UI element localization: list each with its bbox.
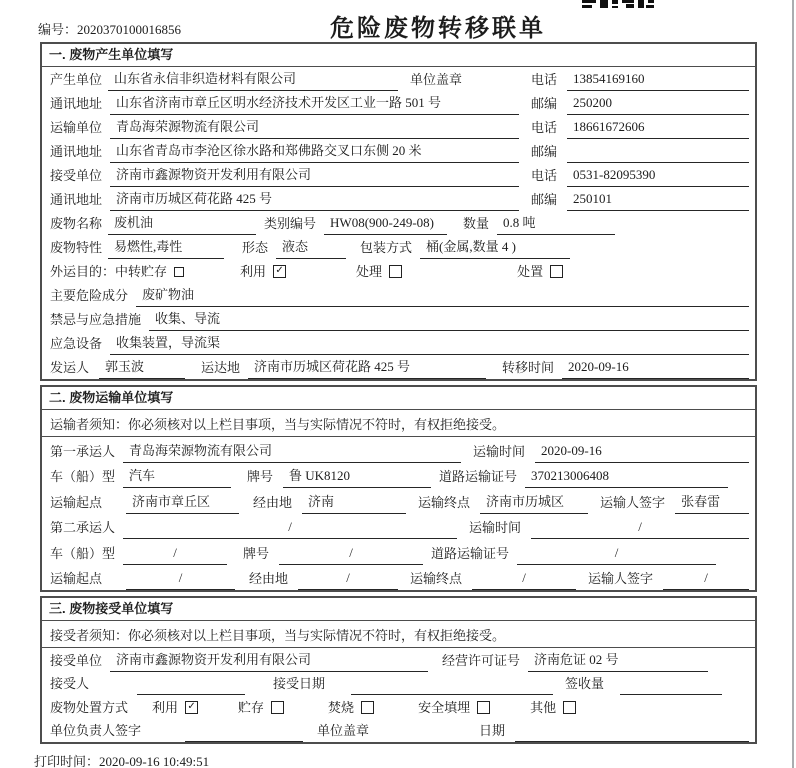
producer-address-value: 山东省济南市章丘区明水经济技术开发区工业一路 501 号: [110, 92, 519, 115]
shipper-label: 发运人: [50, 360, 90, 375]
carrier1-via-label: 经由地: [253, 494, 293, 510]
carrier1-value: 青岛海荣源物流有限公司: [123, 440, 461, 463]
row-receiver: [42, 163, 755, 187]
waste-qty-value: 0.8 吨: [497, 212, 615, 235]
carrier1-license-label: 道路运输证号: [439, 469, 518, 484]
carrier2-end-value: /: [472, 570, 576, 590]
waste-traits-label: 废物特性: [50, 240, 103, 255]
carrier2-plate-label: 牌号: [243, 545, 270, 561]
seal-date-label: 日期: [479, 723, 506, 738]
carrier2-end-label: 运输终点: [410, 571, 463, 586]
row-hazard-component: [42, 283, 755, 307]
operating-license-value: 济南危证 02 号: [528, 649, 708, 672]
page-edge-line: [792, 0, 794, 768]
hazard-component-label: 主要危险成分: [50, 288, 129, 303]
carrier1-sign-value: 张春雷: [675, 491, 749, 514]
row-carrier1-route: [42, 488, 755, 514]
carrier1-vehicle-value: 汽车: [123, 465, 231, 488]
transporter-label: 运输单位: [50, 120, 103, 135]
carrier2-label: 第二承运人: [50, 520, 116, 535]
acceptor-value: [137, 691, 245, 695]
waste-qty-label: 数量: [463, 216, 490, 231]
row-carrier2-route: [42, 565, 755, 591]
transporter-phone-value: 18661672606: [567, 119, 749, 139]
receiving-unit-value: 济南市鑫源物资开发利用有限公司: [110, 649, 428, 672]
row-transporter: [42, 115, 755, 139]
receiver-phone-label: 电话: [530, 168, 557, 183]
receiver-address-value: 济南市历城区荷花路 425 号: [110, 188, 519, 211]
section-transport-header: 二. 废物运输单位填写: [42, 387, 755, 410]
receiver-zip-label: 邮编: [530, 192, 557, 207]
carrier2-license-label: 道路运输证号: [431, 545, 510, 561]
receiver-zip-value: 250101: [567, 191, 749, 211]
section-producer: [40, 42, 757, 381]
row-waste-name: [42, 211, 755, 235]
receiver-value: 济南市鑫源物资开发利用有限公司: [110, 164, 519, 187]
carrier1-vehicle-label: 车（船）型: [50, 469, 116, 484]
disposal-store-label: 贮存: [238, 699, 265, 715]
row-acceptor: [42, 672, 755, 696]
carrier2-sign-value: /: [663, 570, 749, 590]
row-receiver-address: [42, 187, 755, 211]
row-transfer-purpose: [42, 259, 755, 283]
purpose-treat-checkbox: [389, 265, 402, 278]
received-qty-value: [620, 691, 722, 695]
producer-seal-label: 单位盖章: [410, 72, 463, 87]
document-title: 危险废物转移联单: [330, 15, 546, 42]
carrier1-end-label: 运输终点: [418, 494, 471, 510]
disposal-recycle-label: 利用: [152, 699, 179, 715]
emergency-measures-value: 收集、导流: [149, 308, 749, 331]
carrier1-license-value: 370213006408: [525, 468, 728, 488]
waste-form-value: 液态: [276, 236, 346, 259]
waste-category-value: HW08(900-249-08): [324, 215, 447, 235]
purpose-option-recycle-label: 利用: [240, 264, 267, 279]
producer-address-label: 通讯地址: [50, 96, 103, 111]
transporter-value: 青岛海荣源物流有限公司: [110, 116, 519, 139]
purpose-option-dispose-label: 处置: [517, 264, 544, 279]
disposal-store-checkbox: [271, 701, 284, 714]
row-emergency-equipment: [42, 331, 755, 355]
acceptor-label: 接受人: [50, 676, 90, 691]
shipper-dest-value: 济南市历城区荷花路 425 号: [248, 356, 486, 379]
row-carrier2-vehicle: [42, 539, 755, 565]
carrier1-label: 第一承运人: [50, 443, 116, 459]
row-carrier2-name: [42, 514, 755, 540]
disposal-other-checkbox: [563, 701, 576, 714]
serial-number-row: [38, 19, 181, 38]
emergency-measures-label: 禁忌与应急措施: [50, 312, 142, 327]
row-producer-address: [42, 91, 755, 115]
shipper-dest-label: 运达地: [201, 360, 241, 375]
disposal-burn-checkbox: [361, 701, 374, 714]
emergency-equipment-value: 收集装置，导流渠: [110, 332, 749, 355]
disposal-recycle-checkbox: ✓: [185, 701, 198, 714]
transporter-address-value: 山东省青岛市李沧区徐水路和郑佛路交叉口东侧 20 米: [110, 140, 519, 163]
disposal-burn-label: 焚烧: [328, 699, 355, 715]
document-header: [40, 8, 757, 42]
producer-zip-label: 邮编: [530, 96, 557, 111]
shipper-value: 郭玉波: [99, 356, 185, 379]
transporter-zip-value: [567, 159, 749, 163]
purpose-dispose-checkbox: [550, 265, 563, 278]
print-time-value: 2020-09-16 10:49:51: [99, 754, 210, 768]
carrier1-time-value: 2020-09-16: [535, 443, 749, 463]
carrier1-origin-value: 济南市章丘区: [126, 491, 239, 514]
carrier1-via-value: 济南: [302, 491, 406, 514]
carrier1-plate-label: 牌号: [247, 469, 274, 484]
receiver-address-label: 通讯地址: [50, 192, 103, 207]
carrier2-license-value: /: [517, 545, 716, 565]
accept-date-label: 接受日期: [273, 676, 326, 691]
responsible-signature-value: [185, 738, 303, 742]
print-time-label: 打印时间：: [34, 754, 100, 768]
carrier1-end-value: 济南市历城区: [480, 491, 588, 514]
receiver-notice-text: 接受者须知：你必须核对以上栏目事项，当与实际情况不符时，有权拒绝接受。: [50, 627, 506, 643]
transporter-phone-label: 电话: [530, 120, 557, 135]
carrier2-vehicle-label: 车（船）型: [50, 545, 116, 561]
purpose-option-treat-label: 处理: [356, 264, 383, 279]
unit-seal-label: 单位盖章: [317, 723, 370, 738]
responsible-signature-label: 单位负责人签字: [50, 723, 142, 738]
purpose-recycle-checkbox: ✓: [273, 265, 286, 278]
waste-name-value: 废机油: [108, 212, 256, 235]
carrier2-time-label: 运输时间: [469, 520, 522, 535]
carrier2-origin-label: 运输起点: [50, 571, 103, 586]
row-disposal-method: [42, 695, 755, 719]
carrier2-time-value: /: [531, 519, 749, 539]
carrier1-plate-value: 鲁 UK8120: [283, 465, 431, 488]
transporter-notice-text: 运输者须知：你必须核对以上栏目事项，当与实际情况不符时，有权拒绝接受。: [50, 416, 506, 432]
accept-date-value: [351, 691, 553, 695]
disposal-other-label: 其他: [530, 699, 557, 715]
waste-name-label: 废物名称: [50, 216, 103, 231]
producer-label: 产生单位: [50, 72, 103, 87]
transporter-notice-row: [42, 410, 755, 437]
transporter-address-label: 通讯地址: [50, 144, 103, 159]
carrier1-origin-label: 运输起点: [50, 494, 103, 510]
row-transporter-address: [42, 139, 755, 163]
carrier1-sign-label: 运输人签字: [600, 494, 666, 510]
producer-zip-value: 250200: [567, 95, 749, 115]
waste-traits-value: 易燃性,毒性: [108, 236, 224, 259]
received-qty-label: 签收量: [565, 676, 605, 691]
carrier2-via-value: /: [298, 570, 398, 590]
receiver-notice-row: [42, 621, 755, 648]
purpose-option-storage-label: 中转贮存: [115, 264, 168, 279]
section-transport: [40, 385, 757, 592]
producer-value: 山东省永信非织造材料有限公司: [108, 68, 398, 91]
carrier2-plate-value: /: [279, 545, 423, 565]
section-receive: [40, 596, 757, 744]
transfer-time-value: 2020-09-16: [562, 359, 749, 379]
qr-code-fragment: [582, 0, 654, 8]
waste-pack-label: 包装方式: [360, 240, 413, 255]
waste-category-label: 类别编号: [264, 216, 317, 231]
waste-pack-value: 桶(金属,数量 4 ): [420, 236, 570, 259]
producer-phone-value: 13854169160: [567, 71, 749, 91]
row-emergency-measures: [42, 307, 755, 331]
emergency-equipment-label: 应急设备: [50, 336, 103, 351]
carrier1-time-label: 运输时间: [473, 443, 526, 459]
receiving-unit-label: 接受单位: [50, 652, 103, 668]
print-time-row: [34, 751, 757, 768]
carrier2-origin-value: /: [126, 570, 235, 590]
serial-label: 编号：: [38, 22, 78, 37]
row-producer: [42, 67, 755, 91]
carrier2-via-label: 经由地: [249, 571, 289, 586]
transfer-purpose-label: 外运目的：: [50, 264, 116, 279]
disposal-landfill-label: 安全填埋: [418, 699, 471, 715]
disposal-landfill-checkbox: [477, 701, 490, 714]
row-responsible-signature: [42, 719, 755, 743]
row-shipper: [42, 355, 755, 379]
receiver-label: 接受单位: [50, 168, 103, 183]
row-receiving-unit: [42, 648, 755, 672]
carrier2-sign-label: 运输人签字: [588, 571, 654, 586]
carrier2-vehicle-value: /: [123, 545, 227, 565]
transfer-time-label: 转移时间: [502, 360, 555, 375]
operating-license-label: 经营许可证号: [442, 652, 521, 668]
section-producer-header: 一. 废物产生单位填写: [42, 44, 755, 67]
producer-phone-label: 电话: [530, 72, 557, 87]
carrier2-value: /: [123, 519, 457, 539]
row-waste-traits: [42, 235, 755, 259]
row-carrier1-vehicle: [42, 463, 755, 489]
purpose-storage-checkbox: [174, 267, 184, 277]
receiver-phone-value: 0531-82095390: [567, 167, 749, 187]
section-receive-header: 三. 废物接受单位填写: [42, 598, 755, 621]
serial-value: 2020370100016856: [77, 22, 182, 37]
row-carrier1-name: [42, 437, 755, 463]
seal-date-value: [515, 738, 749, 742]
hazard-component-value: 废矿物油: [136, 284, 749, 307]
transporter-zip-label: 邮编: [530, 144, 557, 159]
waste-form-label: 形态: [242, 240, 269, 255]
disposal-method-label: 废物处置方式: [50, 699, 129, 715]
